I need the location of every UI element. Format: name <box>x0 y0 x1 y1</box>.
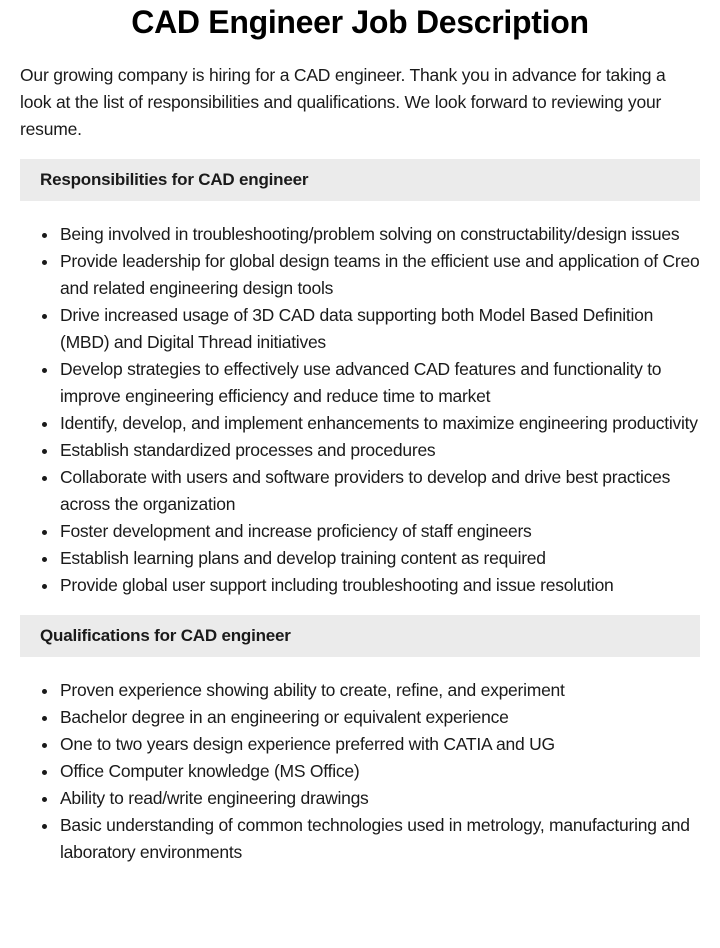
list-item: Foster development and increase proficiency of staff engineers <box>60 518 700 545</box>
list-item: Drive increased usage of 3D CAD data supporting both Model Based Definition (MBD) and Digital Thread initiatives <box>60 302 700 356</box>
list-item: Office Computer knowledge (MS Office) <box>60 758 700 785</box>
list-item: Provide global user support including troubleshooting and issue resolution <box>60 572 700 599</box>
list-item: Develop strategies to effectively use advanced CAD features and functionality to improve engineering efficiency and reduce time to market <box>60 356 700 410</box>
list-item: One to two years design experience preferred with CATIA and UG <box>60 731 700 758</box>
list-item: Establish learning plans and develop training content as required <box>60 545 700 572</box>
qualifications-list <box>20 677 700 866</box>
responsibilities-list <box>20 221 700 599</box>
list-item: Provide leadership for global design teams in the efficient use and application of Creo and related engineering design tools <box>60 248 700 302</box>
list-item: Ability to read/write engineering drawings <box>60 785 700 812</box>
intro-paragraph: Our growing company is hiring for a CAD engineer. Thank you in advance for taking a look at the list of responsibilities and qualifications. We look forward to reviewing your resume. <box>20 65 666 139</box>
list-item: Collaborate with users and software providers to develop and drive best practices across the organization <box>60 464 700 518</box>
list-item: Being involved in troubleshooting/problem solving on constructability/design issues <box>60 221 700 248</box>
page-title: CAD Engineer Job Description <box>131 4 589 40</box>
list-item: Proven experience showing ability to create, refine, and experiment <box>60 677 700 704</box>
list-item: Identify, develop, and implement enhancements to maximize engineering productivity <box>60 410 700 437</box>
responsibilities-header: Responsibilities for CAD engineer <box>20 159 700 201</box>
list-item: Basic understanding of common technologies used in metrology, manufacturing and laboratory environments <box>60 812 700 866</box>
list-item: Bachelor degree in an engineering or equivalent experience <box>60 704 700 731</box>
list-item: Establish standardized processes and procedures <box>60 437 700 464</box>
qualifications-header: Qualifications for CAD engineer <box>20 615 700 657</box>
